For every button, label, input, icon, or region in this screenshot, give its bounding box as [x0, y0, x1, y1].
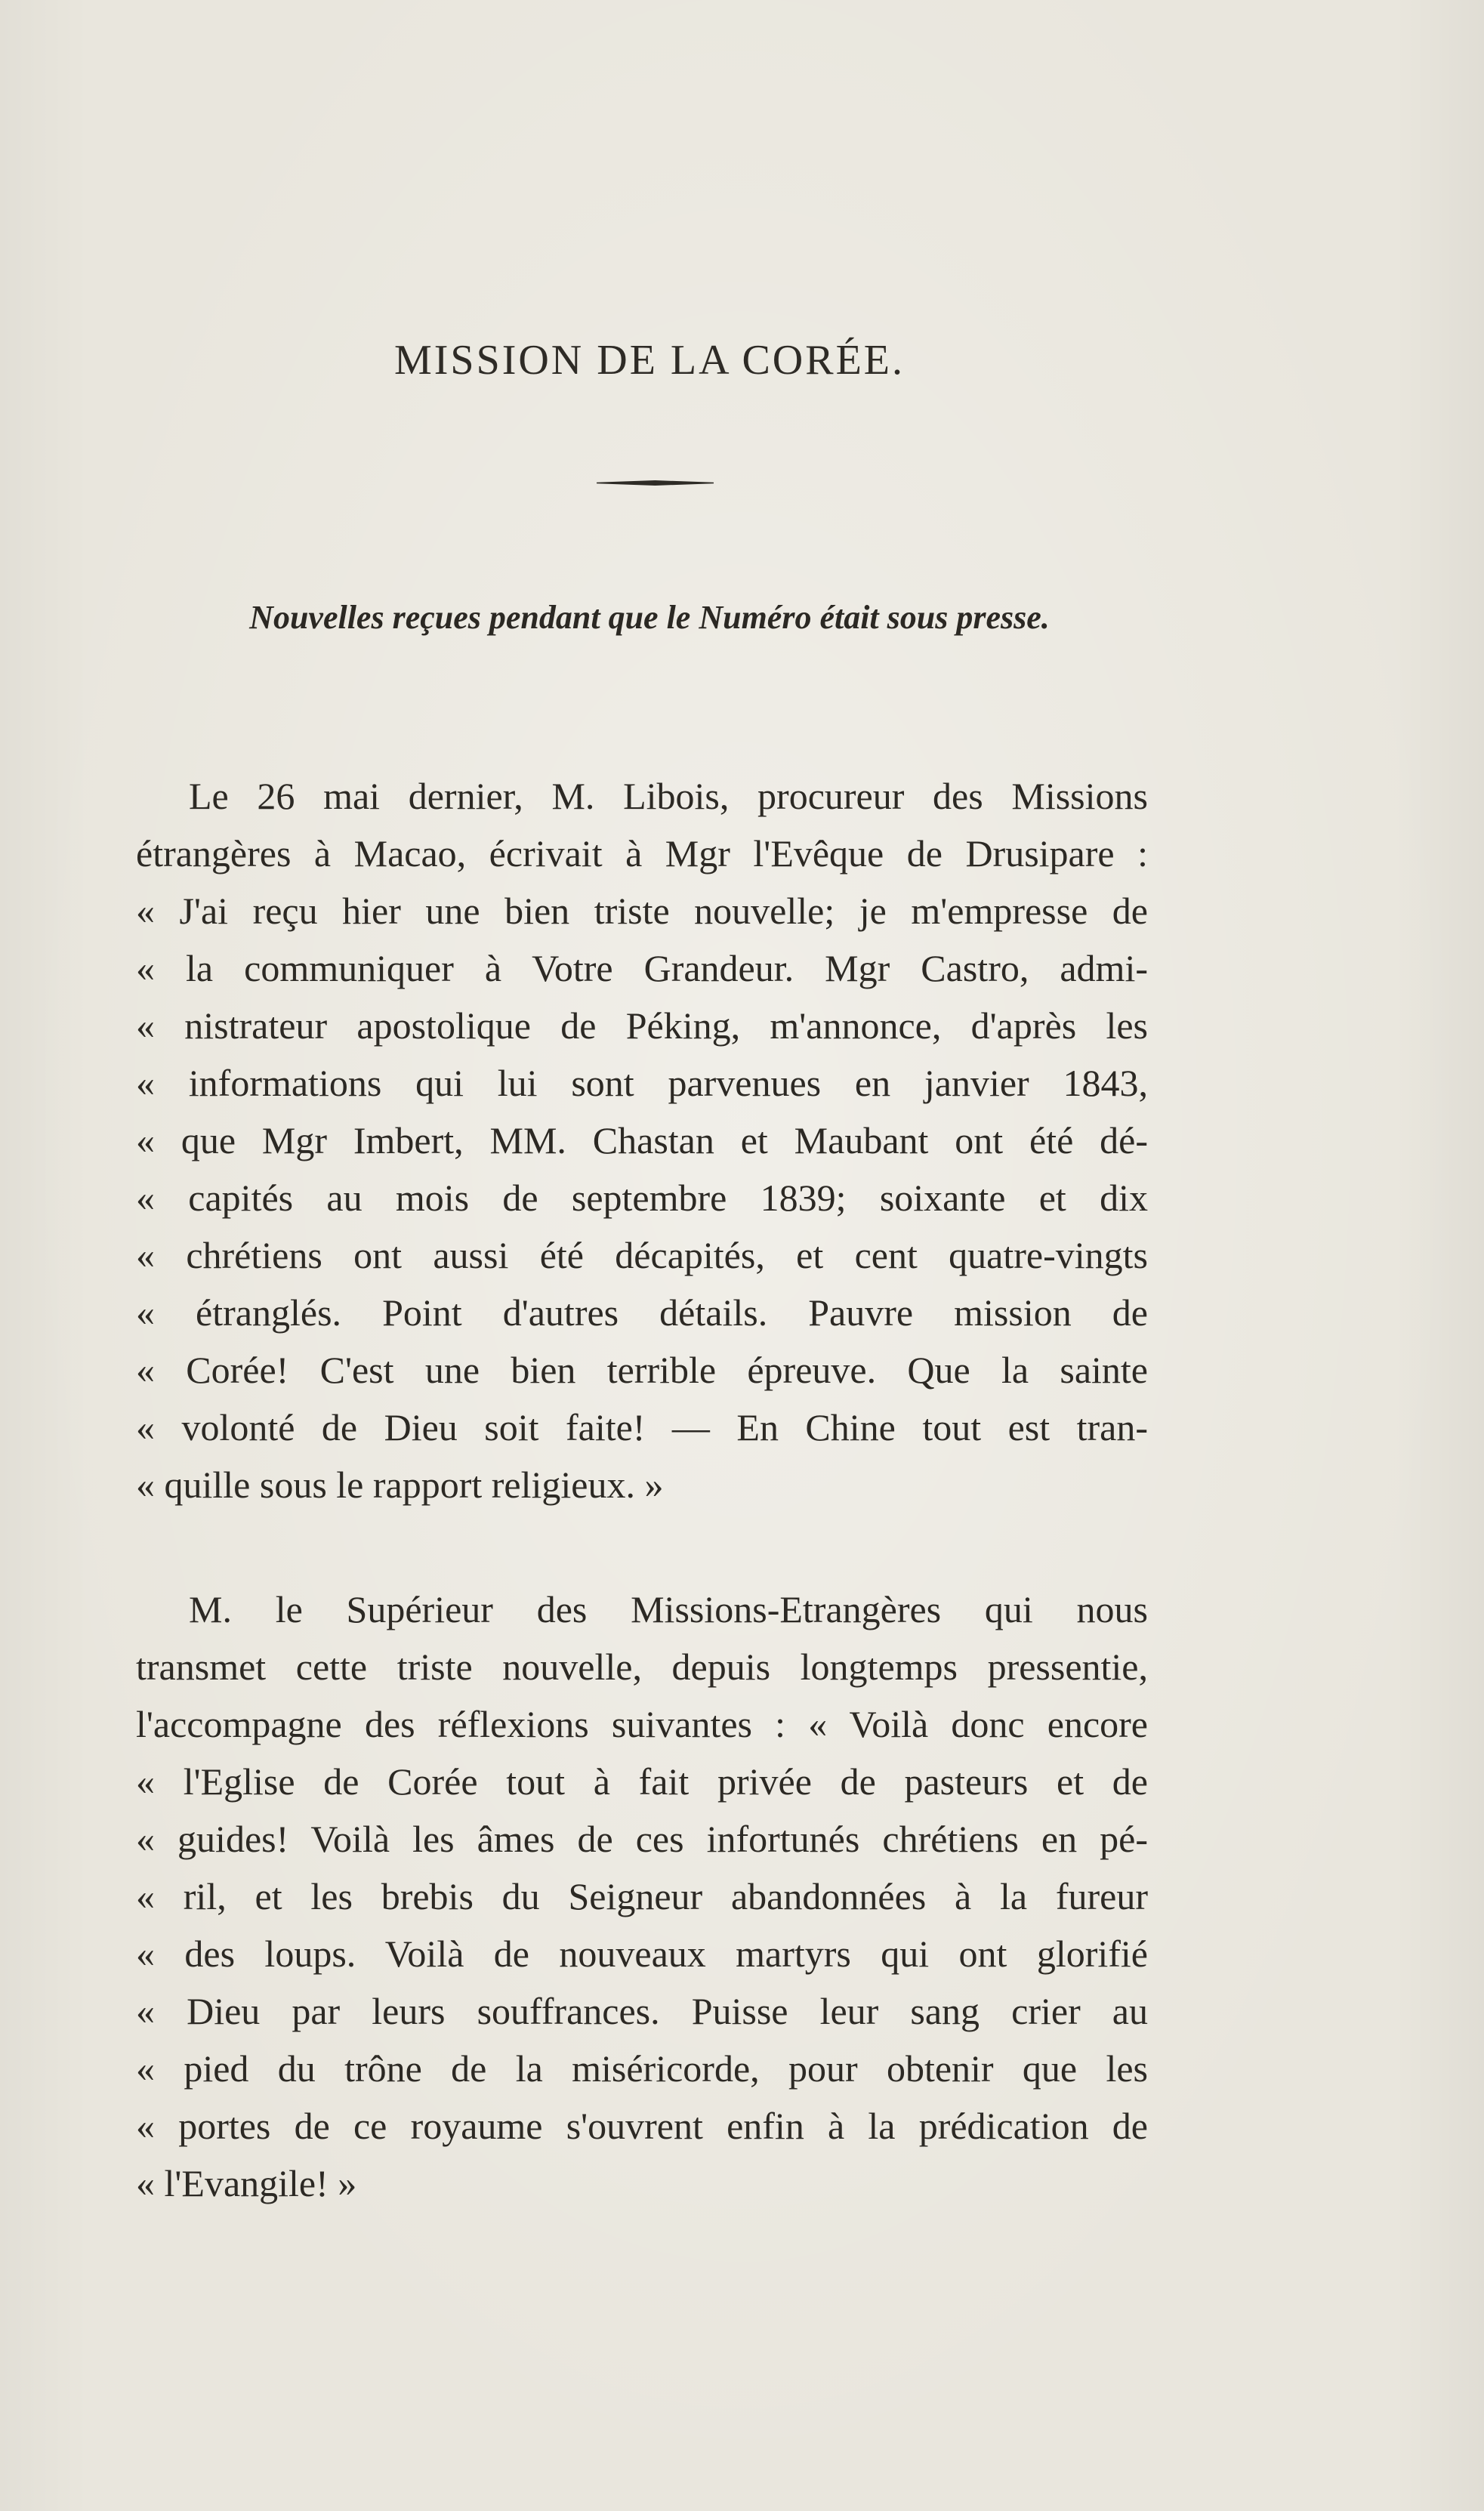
section-subtitle: Nouvelles reçues pendant que le Numéro était sous presse. [249, 599, 1050, 636]
text-line: « chrétiens ont aussi été décapités, et cent quatre-vingts [136, 1234, 1148, 1276]
text-line: « Dieu par leurs souffrances. Puisse leur sang crier au [136, 1990, 1148, 2032]
text-line: l'accompagne des réflexions suivantes : « Voilà donc encore [136, 1703, 1148, 1745]
text-line: « guides! Voilà les âmes de ces infortunés chrétiens en pé- [136, 1818, 1148, 1860]
text-line: « étranglés. Point d'autres détails. Pauvre mission de [136, 1291, 1148, 1334]
text-line: transmet cette triste nouvelle, depuis longtemps pressentie, [136, 1646, 1148, 1688]
text-line: M. le Supérieur des Missions-Etrangères qui nous [189, 1588, 1148, 1630]
text-line: « la communiquer à Votre Grandeur. Mgr Castro, admi- [136, 947, 1148, 989]
text-line: « que Mgr Imbert, MM. Chastan et Maubant ont été dé- [136, 1119, 1148, 1161]
text-line: « l'Evangile! » [136, 2162, 357, 2204]
text-line: « portes de ce royaume s'ouvrent enfin à la prédication de [136, 2105, 1148, 2147]
text-line: Le 26 mai dernier, M. Libois, procureur des Missions [189, 775, 1148, 817]
text-line: « J'ai reçu hier une bien triste nouvelle; je m'empresse de [136, 890, 1148, 932]
text-line: « pied du trône de la miséricorde, pour obtenir que les [136, 2047, 1148, 2090]
text-line: « volonté de Dieu soit faite! — En Chine tout est tran- [136, 1406, 1148, 1448]
paragraph-2 [136, 1581, 1148, 2212]
text-line: « l'Eglise de Corée tout à fait privée de pasteurs et de [136, 1760, 1148, 1803]
text-line: « capités au mois de septembre 1839; soixante et dix [136, 1177, 1148, 1219]
page-title: MISSION DE LA CORÉE. [393, 337, 906, 384]
text-line: « ril, et les brebis du Seigneur abandonnées à la fureur [136, 1875, 1148, 1917]
paragraph-1 [136, 767, 1148, 1513]
text-line: « nistrateur apostolique de Péking, m'annonce, d'après les [136, 1004, 1148, 1047]
text-line: « quille sous le rapport religieux. » [136, 1464, 664, 1506]
text-line: « Corée! C'est une bien terrible épreuve. Que la sainte [136, 1349, 1148, 1391]
text-line: « informations qui lui sont parvenues en janvier 1843, [136, 1062, 1148, 1104]
text-line: étrangères à Macao, écrivait à Mgr l'Evêque de Drusipare : [136, 832, 1148, 875]
ornamental-rule [597, 480, 714, 486]
text-line: « des loups. Voilà de nouveaux martyrs qui ont glorifié [136, 1933, 1148, 1975]
